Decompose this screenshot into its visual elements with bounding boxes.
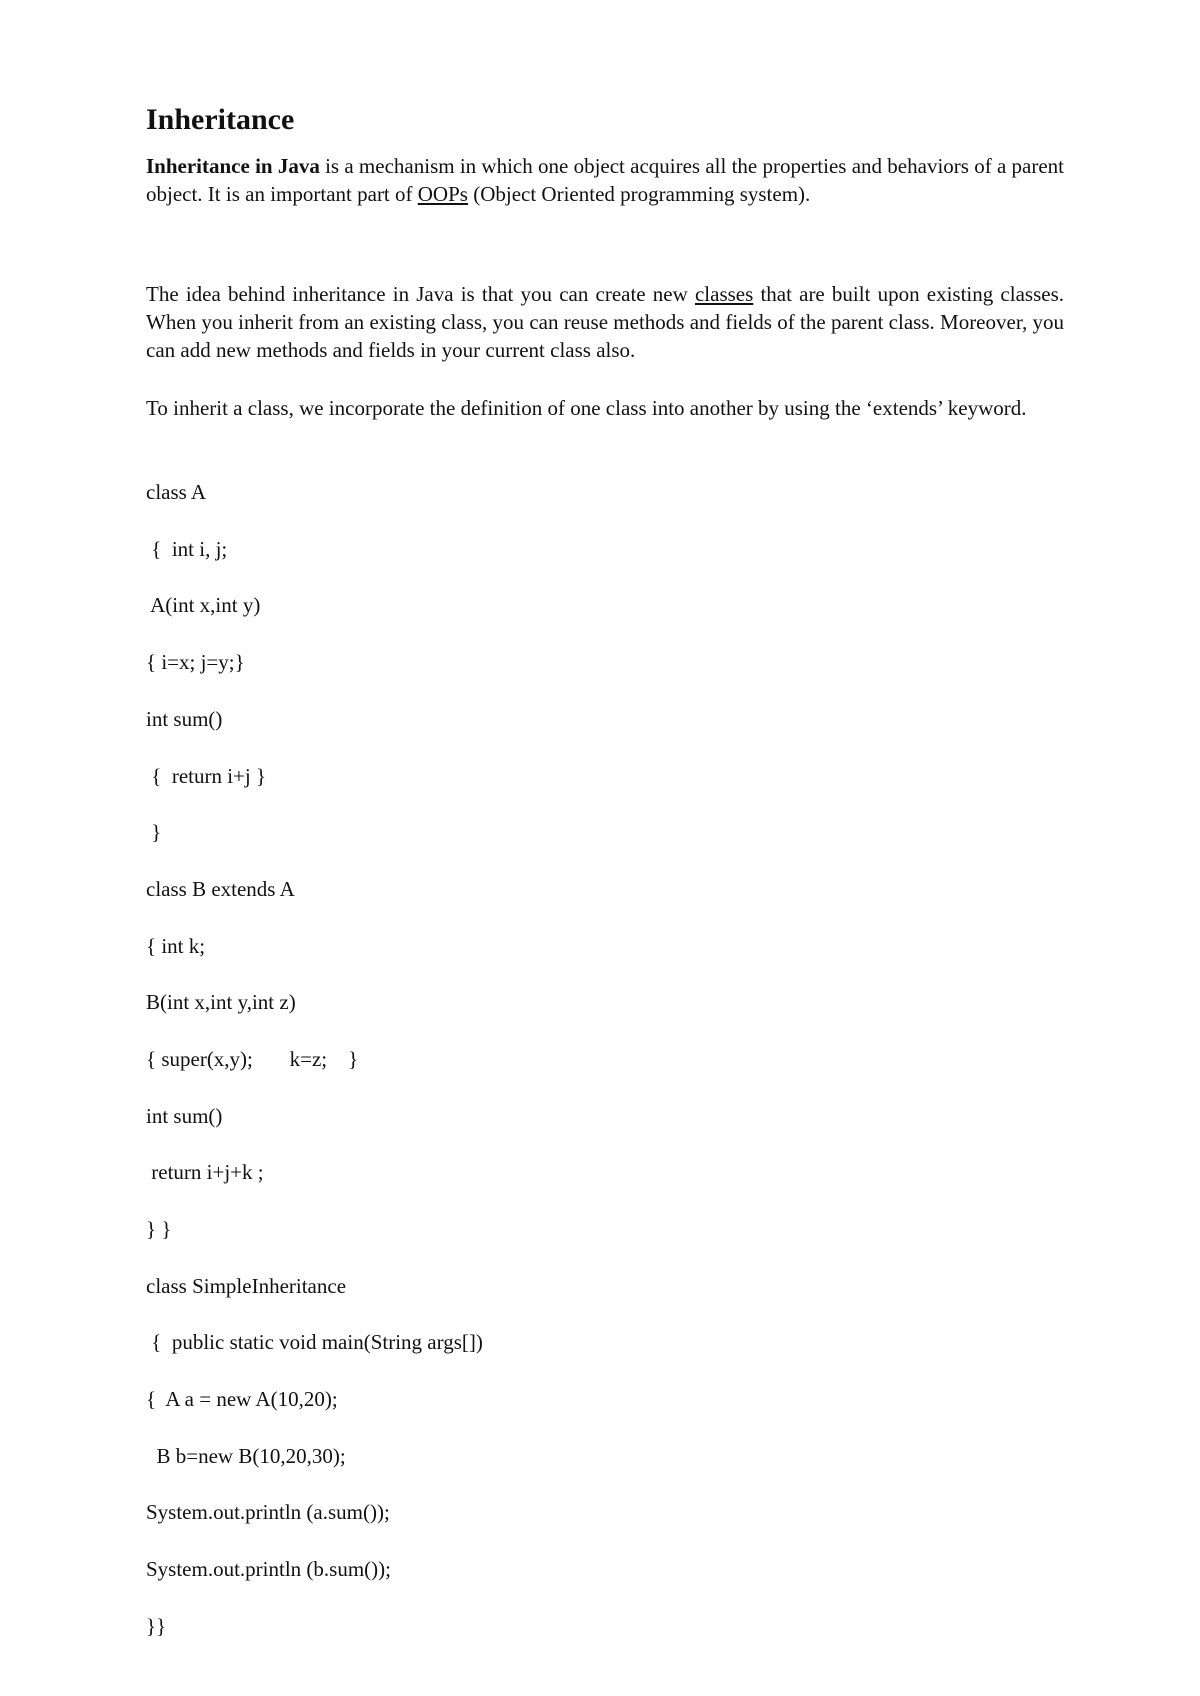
code-line: } (146, 820, 162, 844)
code-line: { A a = new A(10,20); (146, 1387, 338, 1411)
code-line: int sum() (146, 707, 223, 731)
code-line: A(int x,int y) (146, 593, 261, 617)
idea-text-1: The idea behind inheritance in Java is that you can create new (146, 282, 695, 306)
code-line: return i+j+k ; (146, 1160, 264, 1184)
intro-bold-lead: Inheritance in Java (146, 154, 320, 178)
code-line: B(int x,int y,int z) (146, 990, 296, 1014)
idea-paragraph (146, 280, 1064, 364)
code-line: { i=x; j=y;} (146, 650, 245, 674)
code-line: class SimpleInheritance (146, 1274, 347, 1298)
code-line: } } (146, 1217, 172, 1241)
idea-text-2: that are built upon existing classes. When you inherit from an existing class, you can reuse methods and fields of the parent class. Moreover, you can add new methods and fields in your current class also. (146, 282, 1064, 362)
code-line: class B extends A (146, 877, 295, 901)
code-line: System.out.println (b.sum()); (146, 1557, 391, 1581)
code-line: { int i, j; (146, 537, 228, 561)
code-line: System.out.println (a.sum()); (146, 1500, 390, 1524)
code-line: class A (146, 480, 207, 504)
intro-text-2: (Object Oriented programming system). (467, 182, 811, 206)
code-line: { int k; (146, 934, 206, 958)
page-title: Inheritance (146, 103, 295, 136)
intro-text-1: is a mechanism in which one object acquires all the properties and behaviors of a parent object. It is an important part of (146, 154, 1064, 206)
code-line: B b=new B(10,20,30); (146, 1444, 346, 1468)
code-line: }} (146, 1614, 167, 1638)
code-line: { public static void main(String args[]) (146, 1330, 483, 1354)
classes-link[interactable]: classes (694, 282, 754, 306)
code-line: { super(x,y); k=z; } (146, 1047, 359, 1071)
code-line: { return i+j } (146, 764, 267, 788)
intro-paragraph (146, 152, 1064, 208)
extends-paragraph: To inherit a class, we incorporate the definition of one class into another by using the ‘extends’ keyword. (146, 396, 1027, 420)
code-line: int sum() (146, 1104, 223, 1128)
oops-link[interactable]: OOPs (417, 182, 468, 206)
